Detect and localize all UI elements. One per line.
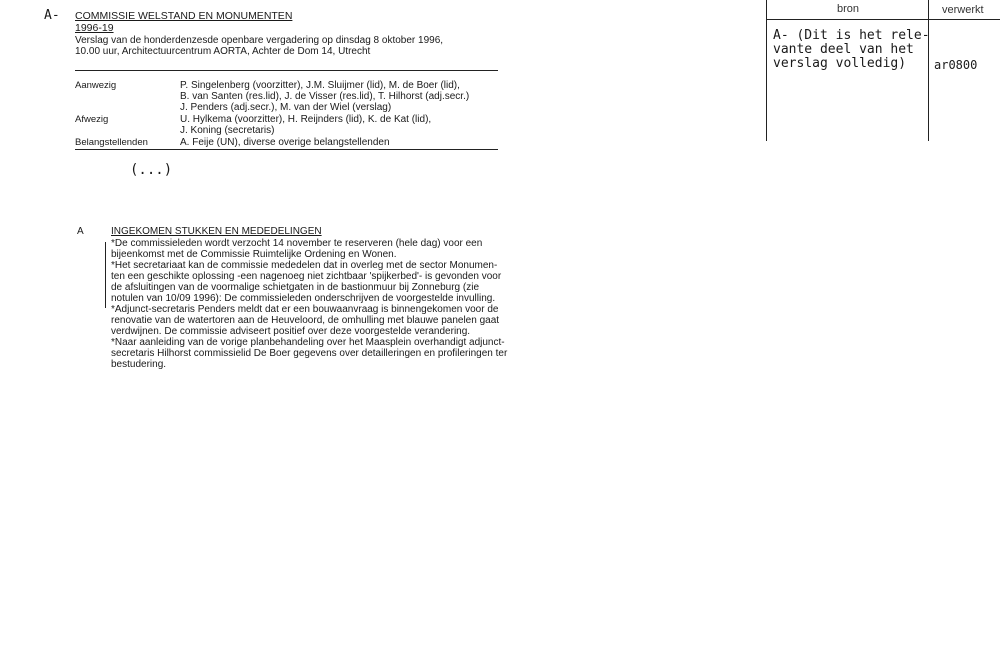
- absent-line: J. Koning (secretaris): [180, 125, 275, 136]
- absent-label: Afwezig: [75, 114, 109, 125]
- present-label: Aanwezig: [75, 80, 117, 91]
- attendance-rule: [75, 149, 498, 150]
- source-note-line: verslag volledig): [773, 56, 907, 71]
- header-rule: [75, 70, 498, 71]
- table-border-middle: [928, 0, 929, 141]
- interested-line: A. Feije (UN), diverse overige belangstellenden: [180, 137, 390, 148]
- document-year: 1996-19: [75, 22, 114, 34]
- present-line: P. Singelenberg (voorzitter), J.M. Sluijmer (lid), M. de Boer (lid),: [180, 80, 460, 91]
- omission-mark: (...): [130, 162, 173, 178]
- table-border-left: [766, 0, 767, 141]
- section-line: bestudering.: [111, 359, 167, 370]
- section-line: *Naar aanleiding van de vorige planbehandeling over het Maasplein overhandigt adjunct-: [111, 337, 505, 348]
- column-header-source: bron: [837, 3, 860, 15]
- section-line: verdwijnen. De commissie adviseert positief over deze voorgestelde verandering.: [111, 326, 471, 337]
- section-line: renovatie van de watertoren aan de Heuveloord, de omhulling met blauwe panelen gaat: [111, 315, 500, 326]
- section-line: *Adjunct-secretaris Penders meldt dat er een bouwaanvraag is binnengekomen voor de: [111, 304, 499, 315]
- section-line: ten een geschikte oplossing -een nagenoeg niet zichtbaar 'spijkerbed'- is gevonden voor: [111, 271, 502, 282]
- section-line: notulen van 10/09 1996): De commissieleden onderschrijven de voorgestelde invulling.: [111, 293, 496, 304]
- interested-label: Belangstellenden: [75, 137, 148, 148]
- section-line: *De commissieleden wordt verzocht 14 november te reserveren (hele dag) voor een: [111, 238, 483, 249]
- present-line: B. van Santen (res.lid), J. de Visser (res.lid), T. Hilhorst (adj.secr.): [180, 91, 470, 102]
- present-line: J. Penders (adj.secr.), M. van der Wiel (verslag): [180, 102, 392, 113]
- report-line-2: 10.00 uur, Architectuurcentrum AORTA, Achter de Dom 14, Utrecht: [75, 46, 371, 57]
- section-line: secretaris Hilhorst commissielid De Boer gegevens over detailleringen en profileringen ter: [111, 348, 508, 359]
- section-heading: INGEKOMEN STUKKEN EN MEDEDELINGEN: [111, 226, 322, 237]
- section-letter: A: [77, 226, 84, 237]
- margin-mark: A-: [44, 8, 60, 23]
- table-header-rule: [766, 19, 1000, 20]
- source-note-line: vante deel van het: [773, 42, 914, 57]
- archive-code: ar0800: [934, 58, 978, 72]
- document-title: COMMISSIE WELSTAND EN MONUMENTEN: [75, 10, 293, 22]
- report-line-1: Verslag van de honderdenzesde openbare vergadering op dinsdag 8 oktober 1996,: [75, 35, 444, 46]
- section-line: *Het secretariaat kan de commissie mededelen dat in overleg met de sector Monumen-: [111, 260, 498, 271]
- section-line: bijeenkomst met de Commissie Ruimtelijke Ordening en Wonen.: [111, 249, 397, 260]
- source-note-line: A- (Dit is het rele-: [773, 28, 930, 43]
- section-line: de afsluitingen van de voormalige schietgaten in de bastionmuur bij Zonneburg (zie: [111, 282, 480, 293]
- column-header-processed: verwerkt: [942, 4, 984, 16]
- margin-bar: [105, 242, 106, 308]
- absent-line: U. Hylkema (voorzitter), H. Reijnders (lid), K. de Kat (lid),: [180, 114, 432, 125]
